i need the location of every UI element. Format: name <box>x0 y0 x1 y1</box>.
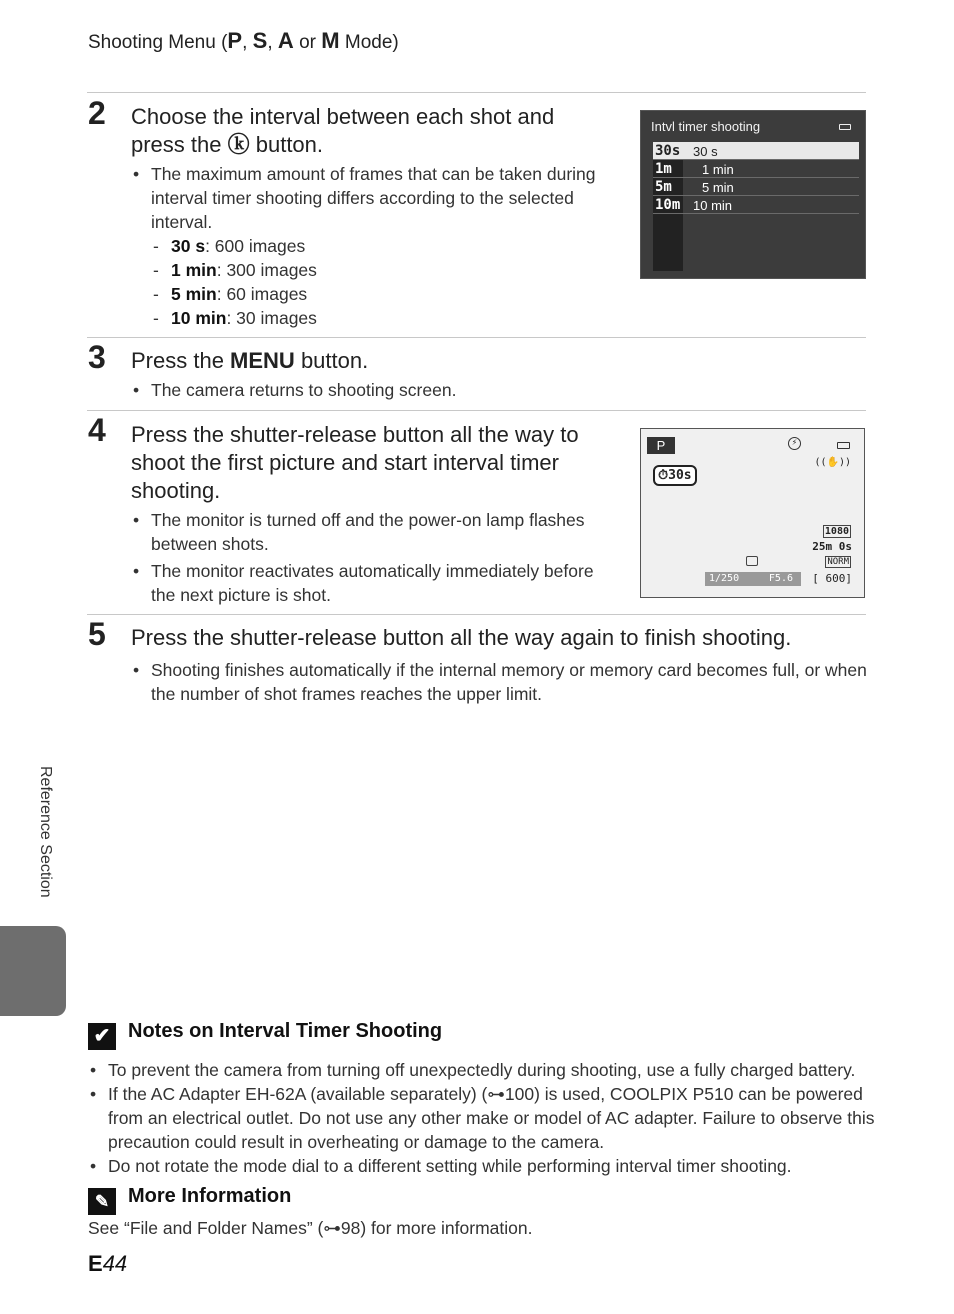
camera-shooting-screenshot <box>640 428 865 598</box>
menu-row-5min[interactable] <box>653 178 859 196</box>
page-header <box>88 28 399 54</box>
mode-a-icon: A <box>277 28 294 53</box>
mode-s-icon: S <box>252 28 268 53</box>
header-sep: or <box>293 32 322 53</box>
more-info-text: See “File and Folder Names” (⊶98) for more information. <box>88 1218 533 1238</box>
menu-row-10min[interactable] <box>653 196 859 214</box>
divider <box>87 92 866 93</box>
menu-row-1min[interactable] <box>653 160 859 178</box>
sub-item-rest: : 60 images <box>216 284 308 304</box>
step-title: Press the shutter-release button all the way again to finish shooting. <box>131 625 792 650</box>
notes-list <box>88 1058 878 1178</box>
step-number: 5 <box>88 616 106 652</box>
section-tab <box>0 926 66 1016</box>
sub-item <box>151 234 611 258</box>
bullet-text: The maximum amount of frames that can be taken during interval timer shooting differs according to the selected interval. <box>151 164 596 232</box>
sub-item-bold: 1 min <box>171 260 217 280</box>
sub-item-bold: 30 s <box>171 236 206 256</box>
battery-icon <box>837 442 850 449</box>
mode-m-icon: M <box>321 28 340 53</box>
check-icon: ✔ <box>88 1023 116 1050</box>
side-tab-label: Reference Section <box>37 766 54 898</box>
sub-item-rest: : 30 images <box>226 308 317 328</box>
shutter-speed: 1/250 <box>709 573 740 584</box>
mode-p-icon: P <box>227 28 243 53</box>
more-info-heading-text: More Information <box>128 1185 292 1207</box>
divider <box>87 410 866 411</box>
exposure-bar <box>705 572 801 586</box>
interval-5m-icon: 5m <box>655 179 672 195</box>
menu-button-icon: MENU <box>230 348 295 373</box>
step-number: 2 <box>88 95 106 131</box>
bullet-item: • Shooting finishes automatically if the internal memory or memory card becomes full, or when the number of shot frames reaches the upper limit. <box>131 658 871 706</box>
header-sep: , <box>242 32 253 53</box>
header-text-after: Mode) <box>339 32 399 53</box>
shooting-mode-indicator: P <box>647 437 675 454</box>
sub-item-rest: : 300 images <box>216 260 317 280</box>
sub-item <box>151 306 611 330</box>
movie-option-indicator <box>823 525 851 538</box>
ok-button-icon: ⓚ <box>227 132 250 157</box>
menu-title: Intvl timer shooting <box>651 119 761 134</box>
interval-1m-icon: 1m <box>655 161 672 177</box>
step-bullets <box>131 508 601 607</box>
note-item: • To prevent the camera from turning off unexpectedly during shooting, use a fully charged battery. <box>88 1058 878 1082</box>
sub-item <box>151 258 611 282</box>
step-title-text: button. <box>249 132 324 157</box>
page-number-value: 44 <box>102 1251 128 1276</box>
step-bullets <box>131 162 611 330</box>
movie-res: 1080 <box>824 526 849 537</box>
sub-item-bold: 5 min <box>171 284 217 304</box>
sub-list <box>151 234 611 330</box>
divider <box>87 337 866 338</box>
menu-row-label: 1 min <box>702 162 734 177</box>
bullet-item: • The camera returns to shooting screen. <box>131 378 831 402</box>
step-title <box>131 103 611 159</box>
menu-row-label: 30 s <box>693 144 718 159</box>
internal-memory-icon <box>746 556 758 566</box>
step-bullets <box>131 658 871 706</box>
bullet-item: • The monitor is turned off and the power-on lamp flashes between shots. <box>131 508 601 556</box>
interval-timer-indicator: ⏱30s <box>653 465 697 486</box>
camera-menu-screenshot <box>640 110 866 279</box>
step-title-text: button. <box>294 348 369 373</box>
image-quality-indicator: NORM <box>827 557 849 567</box>
notes-heading <box>88 1020 442 1050</box>
sub-item-rest: : 600 images <box>205 236 306 256</box>
notes-heading-text: Notes on Interval Timer Shooting <box>128 1020 443 1042</box>
step-title <box>131 347 831 375</box>
interval-10m-icon: 10m <box>655 197 681 213</box>
step-title-text: Press the <box>131 348 231 373</box>
header-sep: , <box>267 32 278 53</box>
interval-value: 30s <box>668 468 692 483</box>
header-text-before: Shooting Menu ( <box>88 32 228 53</box>
vibration-reduction-icon: ((✋)) <box>814 457 851 468</box>
battery-icon <box>839 124 851 130</box>
step-bullets <box>131 378 831 402</box>
reference-section-icon: E <box>88 1251 103 1276</box>
bullet-item <box>131 162 611 330</box>
movie-time-remaining: 25m 0s <box>812 540 852 553</box>
interval-30s-icon: 30s <box>655 143 681 159</box>
sub-item <box>151 282 611 306</box>
step-number: 4 <box>88 412 106 448</box>
step-number: 3 <box>88 339 106 375</box>
note-item: • If the AC Adapter EH-62A (available separately) (⊶100) is used, COOLPIX P510 can be powered from an electrical outlet. Do not use any other make or model of AC adapter. Failure to observe this precaution could result in overheating or damage to the camera. <box>88 1082 878 1154</box>
page-number <box>88 1251 127 1277</box>
divider <box>87 614 866 615</box>
pencil-icon: ✎ <box>88 1188 116 1215</box>
flash-mode-icon: ⚡ <box>788 437 801 450</box>
more-info-heading <box>88 1185 291 1215</box>
step-title: Press the shutter-release button all the way to shoot the first picture and start interval timer shooting. <box>131 422 579 503</box>
bullet-item: • The monitor reactivates automatically immediately before the next picture is shot. <box>131 559 601 607</box>
step-title-text: Choose the interval between each shot and press the <box>131 104 555 157</box>
menu-row-30s[interactable] <box>653 142 859 160</box>
sub-item-bold: 10 min <box>171 308 227 328</box>
menu-row-label: 10 min <box>693 198 733 213</box>
note-item: • Do not rotate the mode dial to a different setting while performing interval timer shooting. <box>88 1154 878 1178</box>
exposures-remaining: [ 600] <box>812 572 852 585</box>
aperture-value: F5.6 <box>768 573 793 584</box>
menu-row-label: 5 min <box>702 180 734 195</box>
